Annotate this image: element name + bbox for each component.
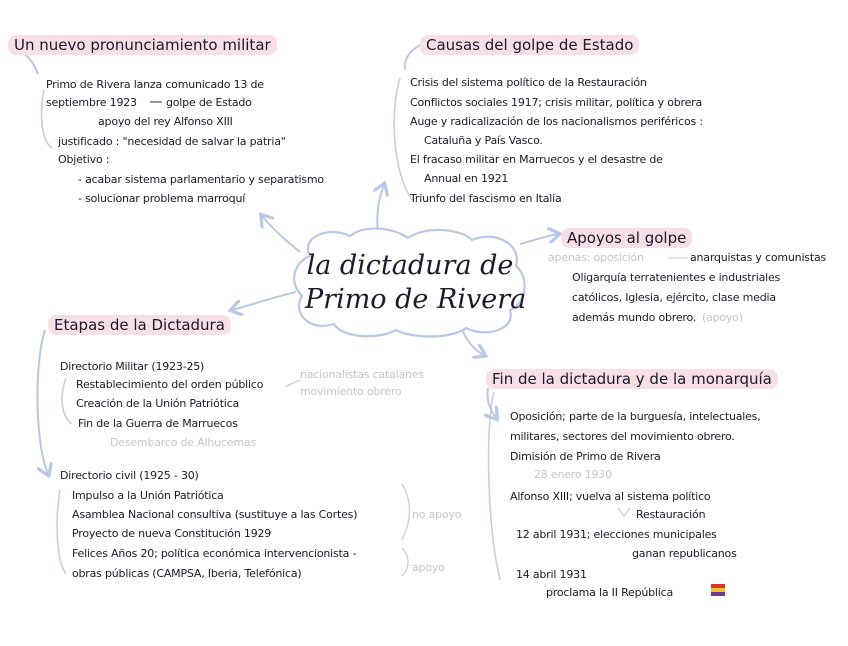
apoyos-faint-opposition: apenas: oposición — [548, 251, 644, 264]
causas-line-2: Conflictos sociales 1917; crisis militar, política y obrera — [410, 96, 703, 109]
causas-line-3: Auge y radicalización de los nacionalismos periféricos : — [410, 115, 703, 128]
pronunciamiento-line-2a: septiembre 1923 — [46, 96, 137, 109]
apoyos-line-1: anarquistas y comunistas — [690, 251, 827, 264]
pronunciamiento-heading: Un nuevo pronunciamiento militar — [8, 35, 277, 55]
civil-item-1: Impulso a la Unión Patriótica — [72, 489, 224, 502]
causas-line-5: El fracaso militar en Marruecos y el desastre de — [410, 153, 663, 166]
civil-faint-noapoyo: no apoyo — [412, 508, 462, 521]
causas-heading: Causas del golpe de Estado — [420, 35, 639, 55]
militar-item-3: Fin de la Guerra de Marruecos — [78, 417, 238, 430]
militar-item-3b: Desembarco de Alhucemas — [110, 436, 256, 449]
fin-line-6: 14 abril 1931 — [516, 568, 587, 581]
militar-faint-1: nacionalistas catalanes — [300, 368, 424, 381]
directorio-civil: Directorio civil (1925 - 30) — [60, 469, 199, 482]
etapas-heading: Etapas de la Dictadura — [48, 315, 231, 335]
militar-item-1: Restablecimiento del orden público — [76, 378, 264, 391]
fin-line-3b: 28 enero 1930 — [534, 468, 612, 481]
pronunciamiento-line-5: Objetivo : — [58, 153, 110, 166]
fin-line-2: militares, sectores del movimiento obrero. — [510, 430, 735, 443]
apoyos-line-3: católicos, Iglesia, ejército, clase media — [572, 291, 776, 304]
pronunciamiento-line-3: apoyo del rey Alfonso XIII — [98, 115, 233, 128]
fin-line-4b: Restauración — [636, 508, 706, 521]
directorio-militar: Directorio Militar (1923-25) — [60, 360, 205, 373]
apoyos-line-2: Oligarquía terratenientes e industriales — [572, 271, 781, 284]
fin-line-5b: ganan republicanos — [632, 547, 737, 560]
causas-line-1: Crisis del sistema político de la Restauración — [410, 76, 647, 89]
fin-heading: Fin de la dictadura y de la monarquía — [486, 369, 778, 389]
fin-line-6b: proclama la II República — [546, 586, 674, 599]
civil-item-3: Proyecto de nueva Constitución 1929 — [72, 527, 272, 540]
causas-line-4: Cataluña y País Vasco. — [424, 134, 543, 147]
fin-line-1: Oposición; parte de la burguesía, intelectuales, — [510, 410, 761, 423]
pronunciamiento-line-4: justificado : "necesidad de salvar la patria" — [58, 135, 286, 148]
pronunciamiento-line-2b: golpe de Estado — [166, 96, 252, 109]
pronunciamiento-line-1: Primo de Rivera lanza comunicado 13 de — [46, 78, 264, 91]
causas-line-6: Annual en 1921 — [424, 172, 509, 185]
title-line-1: la dictadura de — [306, 250, 514, 281]
apoyos-heading: Apoyos al golpe — [561, 228, 692, 248]
fin-line-3: Dimisión de Primo de Rivera — [510, 450, 661, 463]
republic-flag-icon — [711, 584, 725, 596]
civil-item-4: Felices Años 20; política económica intervencionista - — [72, 547, 357, 560]
militar-item-2: Creación de la Unión Patriótica — [76, 397, 240, 410]
militar-faint-2: movimiento obrero — [300, 385, 402, 398]
pronunciamiento-line-7: - solucionar problema marroquí — [78, 192, 246, 205]
fin-line-4: Alfonso XIII; vuelva al sistema político — [510, 490, 711, 503]
pronunciamiento-line-6: - acabar sistema parlamentario y separatismo — [78, 173, 324, 186]
title-line-2: Primo de Rivera — [305, 284, 527, 315]
civil-faint-apoyo: apoyo — [412, 561, 445, 574]
civil-item-2: Asamblea Nacional consultiva (sustituye a las Cortes) — [72, 508, 358, 521]
civil-item-5: obras públicas (CAMPSA, Iberia, Telefónica) — [72, 567, 302, 580]
causas-line-7: Triunfo del fascismo en Italia — [410, 192, 562, 205]
title-cloud — [290, 226, 528, 338]
apoyos-faint-apoyo: (apoyo) — [702, 311, 743, 324]
fin-line-5: 12 abril 1931; elecciones municipales — [516, 528, 717, 541]
apoyos-line-4: además mundo obrero. — [572, 311, 697, 324]
